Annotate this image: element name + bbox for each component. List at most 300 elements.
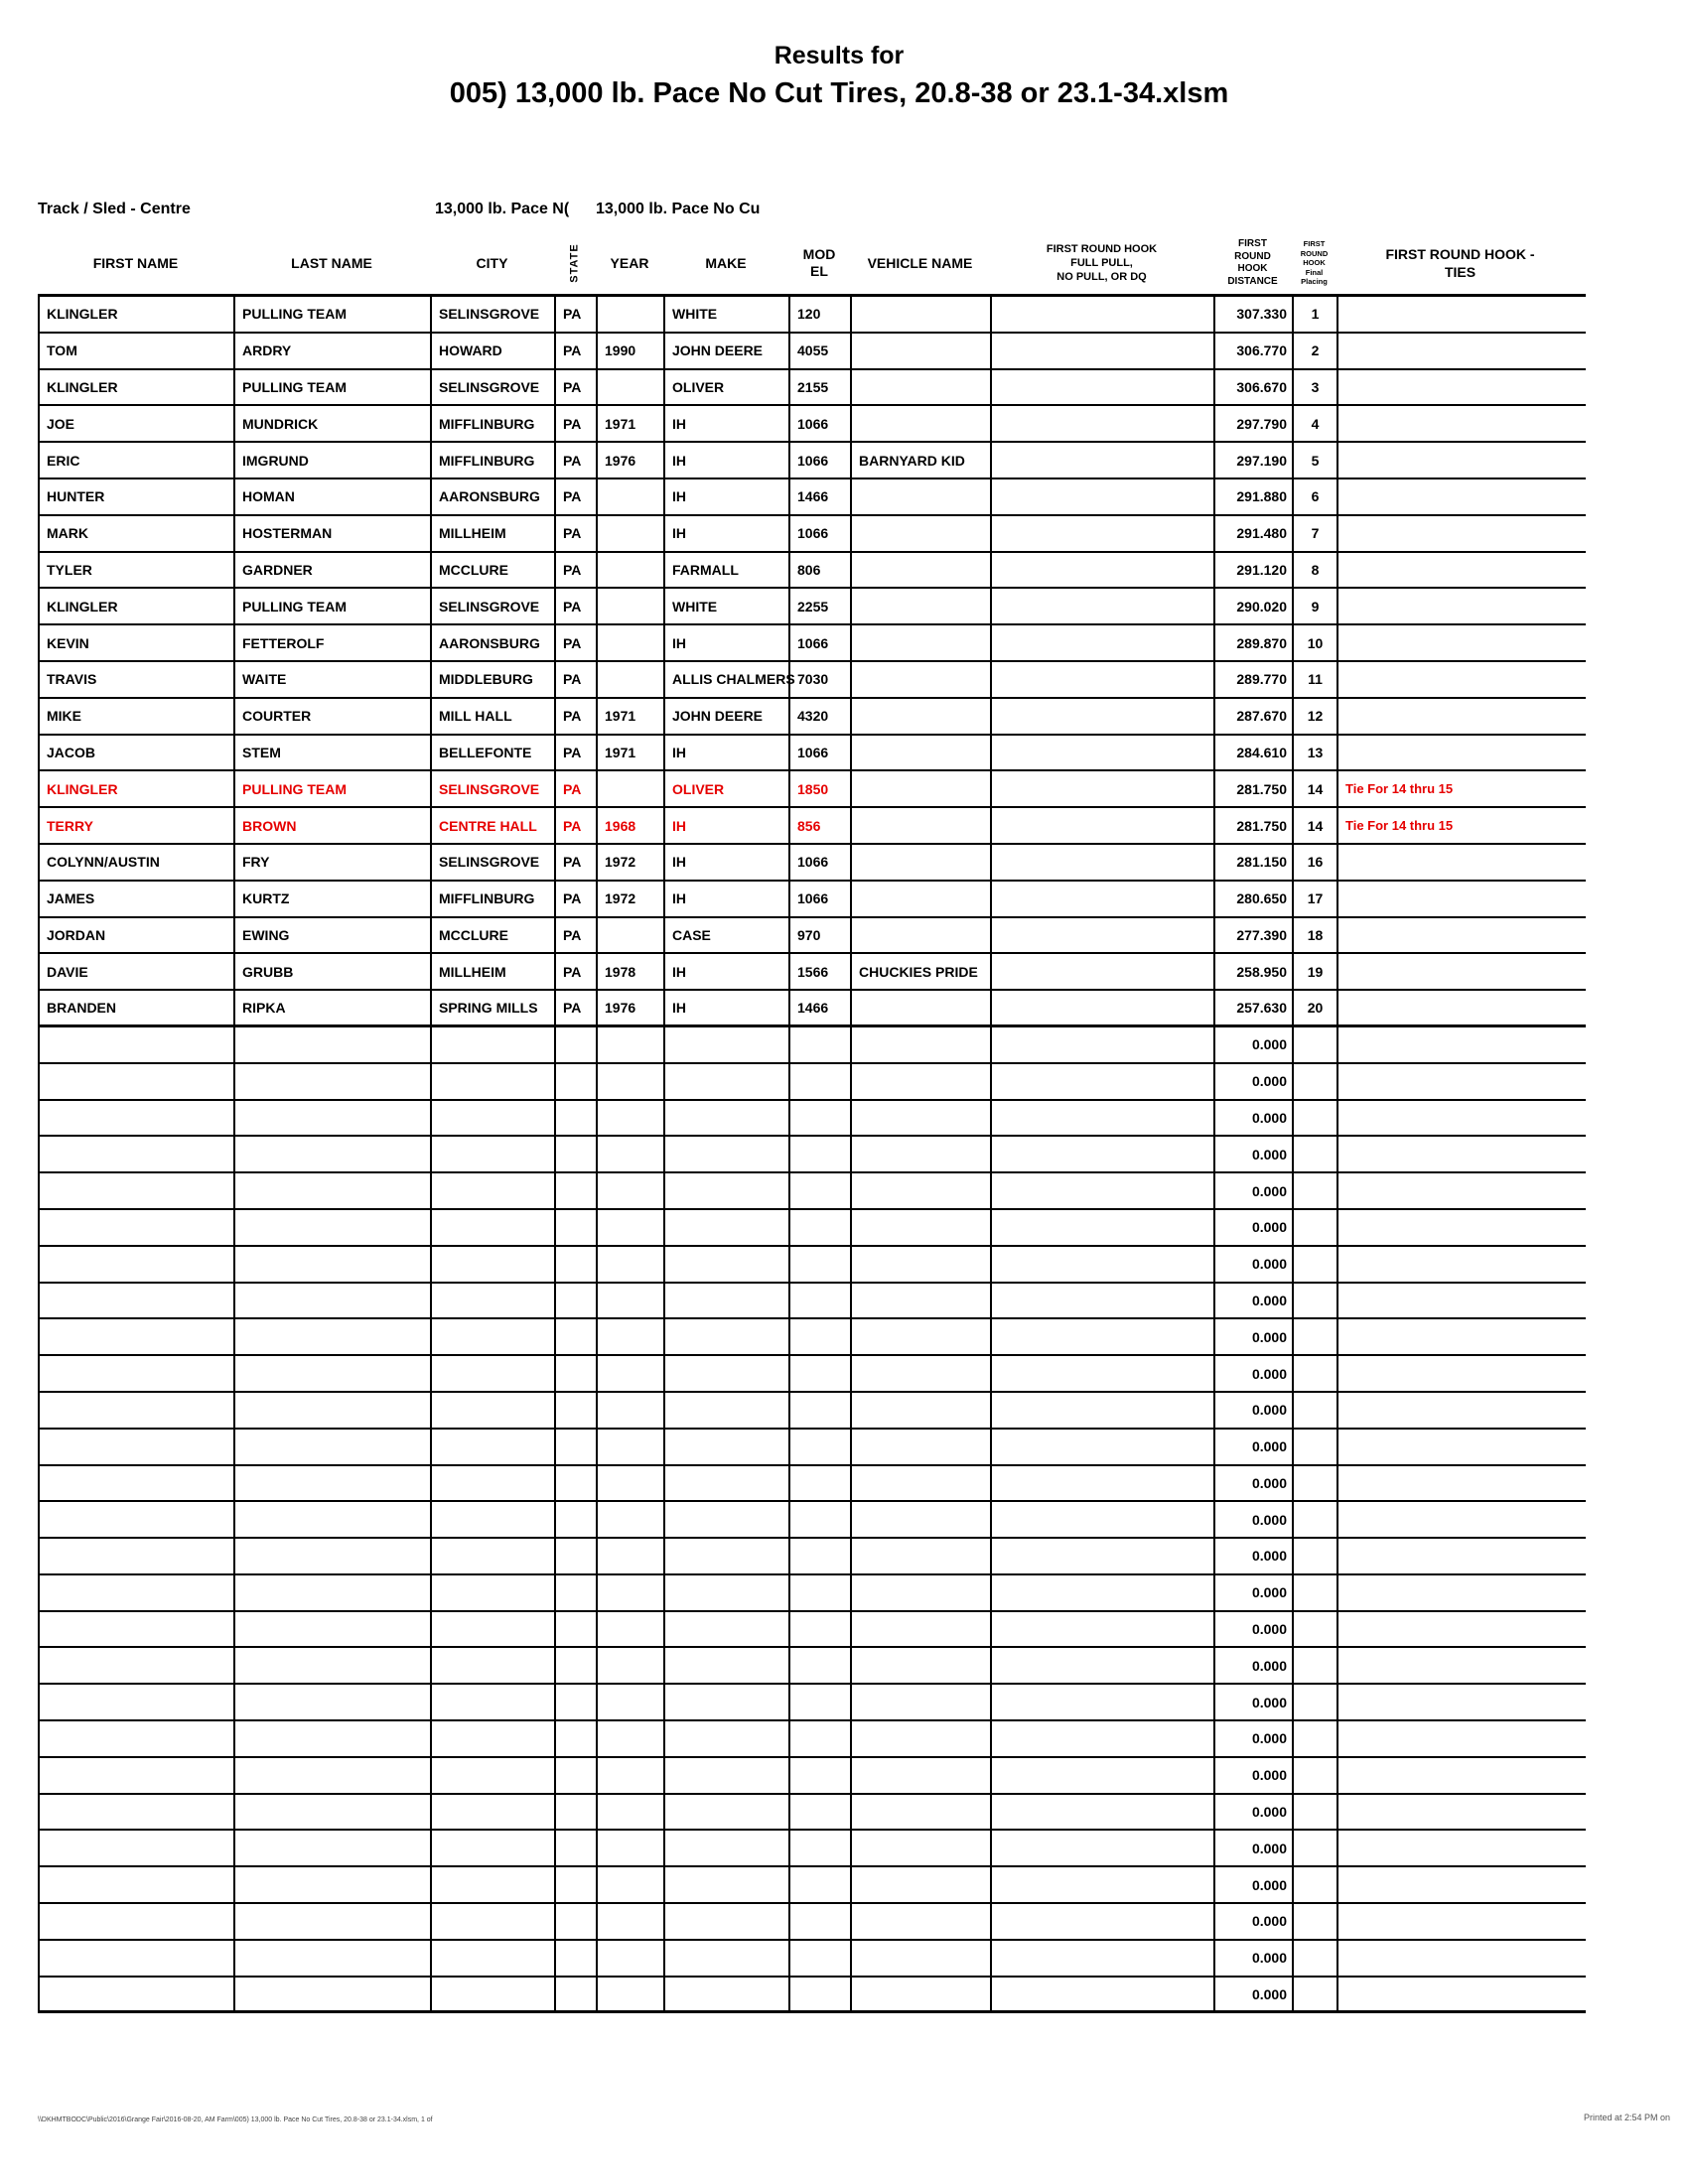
- cell-distance: 257.630: [1215, 991, 1294, 1024]
- cell-city: [432, 1210, 556, 1245]
- cell-distance: 297.790: [1215, 406, 1294, 441]
- cell-model: 2255: [790, 589, 852, 623]
- cell-vehicle-name: [852, 918, 992, 953]
- cell-year: [598, 1101, 665, 1136]
- cell-first-name: [40, 1831, 235, 1865]
- cell-distance: 0.000: [1215, 1539, 1294, 1573]
- cell-city: [432, 1430, 556, 1464]
- cell-last-name: [235, 1795, 432, 1830]
- cell-city: [432, 1027, 556, 1062]
- cell-make: IH: [665, 991, 790, 1024]
- table-row: [40, 334, 1586, 370]
- cell-ties: [1338, 1356, 1586, 1391]
- cell-city: MILLHEIM: [432, 516, 556, 551]
- cell-distance: 0.000: [1215, 1101, 1294, 1136]
- cell-distance: 0.000: [1215, 1284, 1294, 1318]
- cell-full-pull: [992, 406, 1215, 441]
- cell-placing: 14: [1294, 771, 1338, 806]
- cell-ties: [1338, 1430, 1586, 1464]
- cell-model: 1066: [790, 625, 852, 660]
- cell-state: [556, 1137, 598, 1171]
- cell-model: 4320: [790, 699, 852, 734]
- cell-vehicle-name: [852, 1978, 992, 2011]
- column-header-first-round-hook-distance: FIRST ROUND HOOK DISTANCE: [1227, 238, 1278, 287]
- cell-distance: 0.000: [1215, 1319, 1294, 1354]
- cell-ties: [1338, 1393, 1586, 1428]
- cell-distance: 0.000: [1215, 1648, 1294, 1683]
- table-row: [40, 845, 1586, 882]
- cell-vehicle-name: [852, 808, 992, 843]
- cell-state: PA: [556, 406, 598, 441]
- cell-placing: [1294, 1612, 1338, 1647]
- cell-full-pull: [992, 1867, 1215, 1902]
- cell-make: WHITE: [665, 589, 790, 623]
- table-row: [40, 589, 1586, 625]
- cell-vehicle-name: [852, 1867, 992, 1902]
- cell-last-name: [235, 1978, 432, 2011]
- cell-state: [556, 1831, 598, 1865]
- cell-full-pull: [992, 771, 1215, 806]
- cell-last-name: GRUBB: [235, 954, 432, 989]
- cell-first-name: [40, 1356, 235, 1391]
- cell-ties: [1338, 1284, 1586, 1318]
- cell-year: [598, 1795, 665, 1830]
- class-label-clipped-1: 13,000 lb. Pace N(: [435, 201, 570, 217]
- cell-model: [790, 1356, 852, 1391]
- cell-full-pull: [992, 1758, 1215, 1793]
- cell-vehicle-name: [852, 736, 992, 770]
- cell-year: [598, 1721, 665, 1756]
- cell-distance: 306.770: [1215, 334, 1294, 368]
- cell-ties: [1338, 1101, 1586, 1136]
- cell-city: [432, 1539, 556, 1573]
- cell-year: 1968: [598, 808, 665, 843]
- cell-ties: [1338, 1612, 1586, 1647]
- cell-last-name: COURTER: [235, 699, 432, 734]
- cell-year: 1972: [598, 845, 665, 880]
- cell-last-name: [235, 1173, 432, 1208]
- table-row: [40, 1539, 1586, 1575]
- cell-distance: 281.750: [1215, 771, 1294, 806]
- cell-ties: [1338, 1502, 1586, 1537]
- cell-vehicle-name: [852, 845, 992, 880]
- cell-distance: 0.000: [1215, 1904, 1294, 1939]
- cell-last-name: FETTEROLF: [235, 625, 432, 660]
- cell-model: 1466: [790, 991, 852, 1024]
- cell-last-name: PULLING TEAM: [235, 297, 432, 332]
- cell-model: 856: [790, 808, 852, 843]
- column-header-last-name: LAST NAME: [291, 255, 372, 271]
- cell-state: PA: [556, 479, 598, 514]
- table-row: [40, 1319, 1586, 1356]
- table-row: [40, 1430, 1586, 1466]
- cell-full-pull: [992, 443, 1215, 478]
- cell-model: 1566: [790, 954, 852, 989]
- cell-full-pull: [992, 1502, 1215, 1537]
- cell-city: [432, 1575, 556, 1610]
- cell-distance: 289.770: [1215, 662, 1294, 697]
- cell-state: PA: [556, 334, 598, 368]
- cell-state: [556, 1502, 598, 1537]
- cell-city: MILLHEIM: [432, 954, 556, 989]
- cell-first-name: [40, 1101, 235, 1136]
- column-header-first-round-hook-ties: FIRST ROUND HOOK - TIES: [1385, 246, 1535, 280]
- cell-model: [790, 1795, 852, 1830]
- cell-first-name: JACOB: [40, 736, 235, 770]
- cell-vehicle-name: [852, 1941, 992, 1976]
- cell-year: [598, 1247, 665, 1282]
- cell-state: [556, 1867, 598, 1902]
- cell-year: [598, 662, 665, 697]
- cell-vehicle-name: [852, 297, 992, 332]
- cell-first-name: TOM: [40, 334, 235, 368]
- cell-placing: [1294, 1430, 1338, 1464]
- cell-distance: 277.390: [1215, 918, 1294, 953]
- table-row: [40, 1210, 1586, 1247]
- table-row: [40, 1502, 1586, 1539]
- cell-placing: 5: [1294, 443, 1338, 478]
- cell-year: [598, 1648, 665, 1683]
- footer-printed-timestamp: Printed at 2:54 PM on: [1584, 2113, 1671, 2122]
- cell-first-name: [40, 1502, 235, 1537]
- cell-city: MCCLURE: [432, 918, 556, 953]
- cell-distance: 0.000: [1215, 1466, 1294, 1501]
- cell-first-name: TYLER: [40, 553, 235, 588]
- cell-full-pull: [992, 1539, 1215, 1573]
- cell-first-name: [40, 1064, 235, 1099]
- cell-model: [790, 1284, 852, 1318]
- cell-year: [598, 516, 665, 551]
- cell-make: [665, 1466, 790, 1501]
- cell-full-pull: [992, 845, 1215, 880]
- table-row: [40, 553, 1586, 590]
- cell-vehicle-name: [852, 1430, 992, 1464]
- cell-model: 970: [790, 918, 852, 953]
- cell-distance: 0.000: [1215, 1685, 1294, 1719]
- table-row: [40, 1137, 1586, 1173]
- cell-full-pull: [992, 334, 1215, 368]
- cell-model: 1066: [790, 736, 852, 770]
- cell-state: [556, 1356, 598, 1391]
- cell-ties: [1338, 1027, 1586, 1062]
- cell-first-name: [40, 1173, 235, 1208]
- table-row: [40, 1064, 1586, 1101]
- cell-year: [598, 1978, 665, 2011]
- cell-city: SPRING MILLS: [432, 991, 556, 1024]
- cell-year: [598, 1356, 665, 1391]
- cell-model: 1066: [790, 516, 852, 551]
- cell-placing: [1294, 1721, 1338, 1756]
- table-row: [40, 1356, 1586, 1393]
- cell-distance: 291.120: [1215, 553, 1294, 588]
- cell-full-pull: [992, 1430, 1215, 1464]
- cell-state: [556, 1904, 598, 1939]
- cell-ties: [1338, 1064, 1586, 1099]
- cell-placing: 11: [1294, 662, 1338, 697]
- cell-ties: [1338, 553, 1586, 588]
- table-row: [40, 1173, 1586, 1210]
- cell-vehicle-name: [852, 1247, 992, 1282]
- cell-last-name: FRY: [235, 845, 432, 880]
- cell-ties: [1338, 1941, 1586, 1976]
- cell-placing: [1294, 1466, 1338, 1501]
- cell-distance: 307.330: [1215, 297, 1294, 332]
- cell-state: PA: [556, 954, 598, 989]
- cell-distance: 0.000: [1215, 1247, 1294, 1282]
- cell-distance: 289.870: [1215, 625, 1294, 660]
- cell-make: [665, 1685, 790, 1719]
- track-sled-label: Track / Sled - Centre: [38, 201, 191, 217]
- cell-state: [556, 1795, 598, 1830]
- table-row: [40, 662, 1586, 699]
- cell-first-name: TRAVIS: [40, 662, 235, 697]
- cell-last-name: [235, 1867, 432, 1902]
- cell-vehicle-name: [852, 1831, 992, 1865]
- cell-model: [790, 1173, 852, 1208]
- cell-full-pull: [992, 589, 1215, 623]
- cell-state: [556, 1466, 598, 1501]
- cell-city: [432, 1795, 556, 1830]
- cell-city: [432, 1466, 556, 1501]
- cell-first-name: [40, 1575, 235, 1610]
- table-row: [40, 1284, 1586, 1320]
- column-header-make: MAKE: [705, 255, 747, 271]
- cell-model: 1066: [790, 406, 852, 441]
- cell-first-name: KLINGLER: [40, 297, 235, 332]
- cell-distance: 0.000: [1215, 1502, 1294, 1537]
- cell-last-name: GARDNER: [235, 553, 432, 588]
- cell-city: [432, 1137, 556, 1171]
- cell-last-name: [235, 1502, 432, 1537]
- cell-make: [665, 1430, 790, 1464]
- cell-city: [432, 1758, 556, 1793]
- cell-placing: [1294, 1978, 1338, 2011]
- cell-year: 1971: [598, 406, 665, 441]
- cell-first-name: [40, 1795, 235, 1830]
- cell-year: 1972: [598, 882, 665, 916]
- cell-first-name: [40, 1027, 235, 1062]
- cell-state: PA: [556, 662, 598, 697]
- cell-vehicle-name: [852, 1210, 992, 1245]
- cell-year: [598, 1904, 665, 1939]
- cell-full-pull: [992, 516, 1215, 551]
- cell-distance: 0.000: [1215, 1393, 1294, 1428]
- cell-year: [598, 1027, 665, 1062]
- cell-city: [432, 1101, 556, 1136]
- cell-vehicle-name: [852, 1721, 992, 1756]
- cell-first-name: [40, 1758, 235, 1793]
- cell-last-name: [235, 1319, 432, 1354]
- cell-placing: [1294, 1319, 1338, 1354]
- cell-make: WHITE: [665, 297, 790, 332]
- cell-ties: [1338, 1575, 1586, 1610]
- cell-placing: 17: [1294, 882, 1338, 916]
- cell-year: [598, 1210, 665, 1245]
- cell-vehicle-name: [852, 625, 992, 660]
- column-header-first-name: FIRST NAME: [92, 255, 179, 271]
- cell-model: [790, 1502, 852, 1537]
- cell-state: [556, 1101, 598, 1136]
- cell-year: [598, 1758, 665, 1793]
- cell-city: [432, 1247, 556, 1282]
- cell-ties: [1338, 954, 1586, 989]
- cell-year: [598, 771, 665, 806]
- cell-full-pull: [992, 808, 1215, 843]
- cell-vehicle-name: [852, 1064, 992, 1099]
- cell-first-name: KLINGLER: [40, 589, 235, 623]
- cell-make: [665, 1941, 790, 1976]
- cell-make: FARMALL: [665, 553, 790, 588]
- cell-last-name: [235, 1575, 432, 1610]
- cell-last-name: [235, 1064, 432, 1099]
- cell-vehicle-name: [852, 1612, 992, 1647]
- cell-year: [598, 1173, 665, 1208]
- cell-model: [790, 1137, 852, 1171]
- class-label-clipped-2: 13,000 lb. Pace No Cu: [596, 201, 761, 217]
- cell-placing: 3: [1294, 370, 1338, 405]
- cell-make: [665, 1648, 790, 1683]
- cell-vehicle-name: [852, 1137, 992, 1171]
- cell-ties: [1338, 297, 1586, 332]
- results-grid: [38, 294, 1586, 2013]
- cell-first-name: [40, 1466, 235, 1501]
- cell-first-name: [40, 1721, 235, 1756]
- cell-last-name: [235, 1393, 432, 1428]
- cell-state: PA: [556, 808, 598, 843]
- cell-placing: [1294, 1064, 1338, 1099]
- cell-state: [556, 1721, 598, 1756]
- cell-city: [432, 1356, 556, 1391]
- cell-distance: 0.000: [1215, 1721, 1294, 1756]
- cell-ties: [1338, 1319, 1586, 1354]
- cell-model: [790, 1904, 852, 1939]
- cell-distance: 291.880: [1215, 479, 1294, 514]
- cell-city: [432, 1831, 556, 1865]
- cell-placing: 10: [1294, 625, 1338, 660]
- cell-vehicle-name: [852, 882, 992, 916]
- cell-state: [556, 1173, 598, 1208]
- cell-last-name: [235, 1247, 432, 1282]
- cell-first-name: KLINGLER: [40, 771, 235, 806]
- cell-full-pull: [992, 1721, 1215, 1756]
- cell-city: MIFFLINBURG: [432, 406, 556, 441]
- cell-ties: [1338, 882, 1586, 916]
- cell-year: [598, 370, 665, 405]
- cell-make: IH: [665, 954, 790, 989]
- cell-state: PA: [556, 699, 598, 734]
- cell-model: [790, 1941, 852, 1976]
- cell-last-name: [235, 1466, 432, 1501]
- table-row: [40, 918, 1586, 955]
- table-row: [40, 406, 1586, 443]
- cell-first-name: JAMES: [40, 882, 235, 916]
- cell-make: OLIVER: [665, 370, 790, 405]
- cell-first-name: [40, 1648, 235, 1683]
- cell-distance: 0.000: [1215, 1831, 1294, 1865]
- cell-year: [598, 1575, 665, 1610]
- cell-full-pull: [992, 699, 1215, 734]
- cell-make: [665, 1173, 790, 1208]
- cell-first-name: [40, 1941, 235, 1976]
- cell-vehicle-name: [852, 406, 992, 441]
- cell-full-pull: [992, 1247, 1215, 1282]
- cell-ties: [1338, 1721, 1586, 1756]
- cell-vehicle-name: CHUCKIES PRIDE: [852, 954, 992, 989]
- cell-last-name: PULLING TEAM: [235, 370, 432, 405]
- cell-make: [665, 1137, 790, 1171]
- cell-last-name: [235, 1685, 432, 1719]
- table-row: [40, 1685, 1586, 1721]
- cell-ties: [1338, 1685, 1586, 1719]
- cell-make: IH: [665, 625, 790, 660]
- table-row: [40, 1904, 1586, 1941]
- cell-full-pull: [992, 662, 1215, 697]
- cell-model: 806: [790, 553, 852, 588]
- cell-full-pull: [992, 297, 1215, 332]
- cell-last-name: [235, 1101, 432, 1136]
- table-row: [40, 516, 1586, 553]
- cell-last-name: PULLING TEAM: [235, 771, 432, 806]
- cell-ties: [1338, 1867, 1586, 1902]
- cell-first-name: [40, 1430, 235, 1464]
- cell-full-pull: [992, 1795, 1215, 1830]
- cell-first-name: DAVIE: [40, 954, 235, 989]
- cell-make: [665, 1356, 790, 1391]
- cell-first-name: [40, 1137, 235, 1171]
- cell-full-pull: [992, 625, 1215, 660]
- cell-placing: [1294, 1210, 1338, 1245]
- cell-last-name: MUNDRICK: [235, 406, 432, 441]
- cell-ties: Tie For 14 thru 15: [1345, 818, 1454, 834]
- table-row: [40, 882, 1586, 918]
- cell-ties: [1338, 1831, 1586, 1865]
- cell-vehicle-name: [852, 1101, 992, 1136]
- cell-make: [665, 1795, 790, 1830]
- cell-model: 1466: [790, 479, 852, 514]
- cell-city: [432, 1502, 556, 1537]
- cell-ties: [1338, 1978, 1586, 2011]
- cell-make: [665, 1867, 790, 1902]
- cell-last-name: HOMAN: [235, 479, 432, 514]
- cell-make: CASE: [665, 918, 790, 953]
- cell-full-pull: [992, 1319, 1215, 1354]
- cell-state: PA: [556, 991, 598, 1024]
- cell-placing: [1294, 1173, 1338, 1208]
- cell-year: 1976: [598, 443, 665, 478]
- cell-make: IH: [665, 406, 790, 441]
- cell-state: PA: [556, 625, 598, 660]
- cell-placing: 20: [1294, 991, 1338, 1024]
- cell-model: [790, 1393, 852, 1428]
- cell-full-pull: [992, 1466, 1215, 1501]
- cell-first-name: [40, 1247, 235, 1282]
- cell-make: IH: [665, 808, 790, 843]
- cell-city: MIDDLEBURG: [432, 662, 556, 697]
- cell-full-pull: [992, 479, 1215, 514]
- cell-placing: [1294, 1758, 1338, 1793]
- cell-placing: [1294, 1867, 1338, 1902]
- cell-make: [665, 1284, 790, 1318]
- cell-full-pull: [992, 1284, 1215, 1318]
- cell-distance: 0.000: [1215, 1210, 1294, 1245]
- cell-distance: 281.750: [1215, 808, 1294, 843]
- cell-vehicle-name: [852, 771, 992, 806]
- cell-city: SELINSGROVE: [432, 297, 556, 332]
- cell-vehicle-name: [852, 1904, 992, 1939]
- cell-first-name: JORDAN: [40, 918, 235, 953]
- cell-distance: 0.000: [1215, 1137, 1294, 1171]
- cell-placing: [1294, 1795, 1338, 1830]
